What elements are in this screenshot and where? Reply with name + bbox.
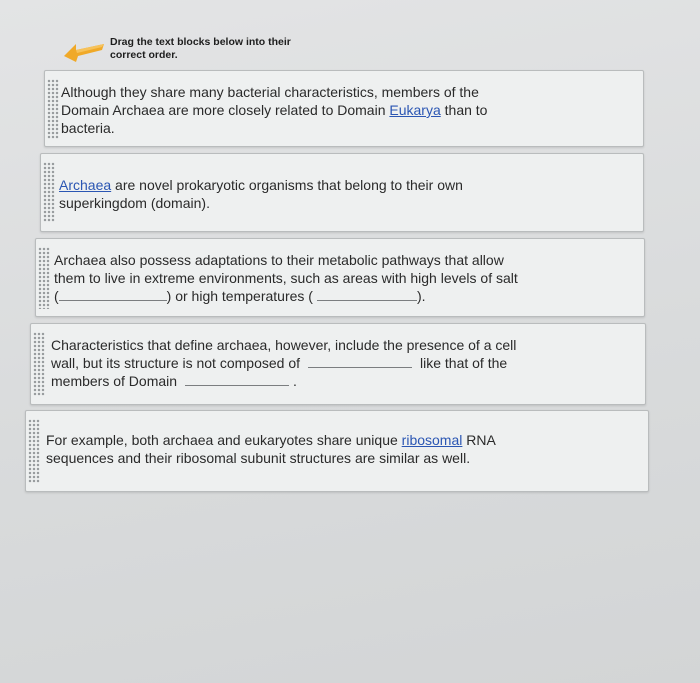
block-5-line-1: For example, both archaea and eukaryotes share unique ribosomal RNA — [46, 432, 496, 448]
drag-handle-icon[interactable] — [28, 419, 40, 483]
instruction-line-1: Drag the text blocks below into their — [110, 36, 291, 48]
blank-domain[interactable] — [185, 373, 289, 386]
block-3-text — [54, 251, 518, 305]
block-4-text — [51, 336, 516, 390]
drag-block-3[interactable] — [35, 238, 645, 317]
instruction-line-2: correct order. — [110, 49, 178, 61]
block-2-line-2: superkingdom (domain). — [59, 195, 210, 211]
block-3-line-3: ( ) or high temperatures ( ). — [54, 288, 426, 304]
drag-handle-icon[interactable] — [38, 247, 50, 309]
blank-wall-material[interactable] — [308, 355, 412, 368]
block-2-line-1: Archaea are novel prokaryotic organisms that belong to their own — [59, 177, 463, 193]
blank-salt[interactable] — [59, 288, 167, 301]
instruction-text — [110, 36, 340, 62]
drag-handle-icon[interactable] — [47, 79, 59, 139]
block-4-line-3: members of Domain . — [51, 373, 297, 389]
drag-handle-icon[interactable] — [33, 332, 45, 396]
drag-block-2[interactable] — [40, 153, 644, 232]
block-1-text — [61, 83, 487, 137]
drag-handle-icon[interactable] — [43, 162, 55, 222]
block-2-text — [59, 176, 463, 212]
link-eukarya[interactable]: Eukarya — [389, 102, 441, 118]
drag-block-1[interactable] — [44, 70, 644, 147]
block-4-line-1: Characteristics that define archaea, however, include the presence of a cell — [51, 337, 517, 353]
block-3-line-2: them to live in extreme environments, such as areas with high levels of salt — [54, 270, 518, 286]
block-1-line-3: bacteria. — [61, 120, 115, 136]
block-1-line-1: Although they share many bacterial characteristics, members of the — [61, 84, 479, 100]
drag-block-5[interactable] — [25, 410, 649, 492]
link-archaea[interactable]: Archaea — [59, 177, 112, 193]
drag-block-4[interactable] — [30, 323, 646, 405]
block-5-line-2: sequences and their ribosomal subunit structures are similar as well. — [46, 450, 471, 466]
arrow-icon — [62, 40, 106, 64]
blank-temperature[interactable] — [317, 288, 417, 301]
block-4-line-2: wall, but its structure is not composed of like that of the — [51, 355, 508, 371]
instruction — [62, 36, 340, 64]
block-3-line-1: Archaea also possess adaptations to their metabolic pathways that allow — [54, 252, 504, 268]
block-1-line-2: Domain Archaea are more closely related to Domain Eukarya than to — [61, 102, 488, 118]
block-5-text — [46, 431, 496, 467]
link-ribosomal[interactable]: ribosomal — [401, 432, 463, 448]
